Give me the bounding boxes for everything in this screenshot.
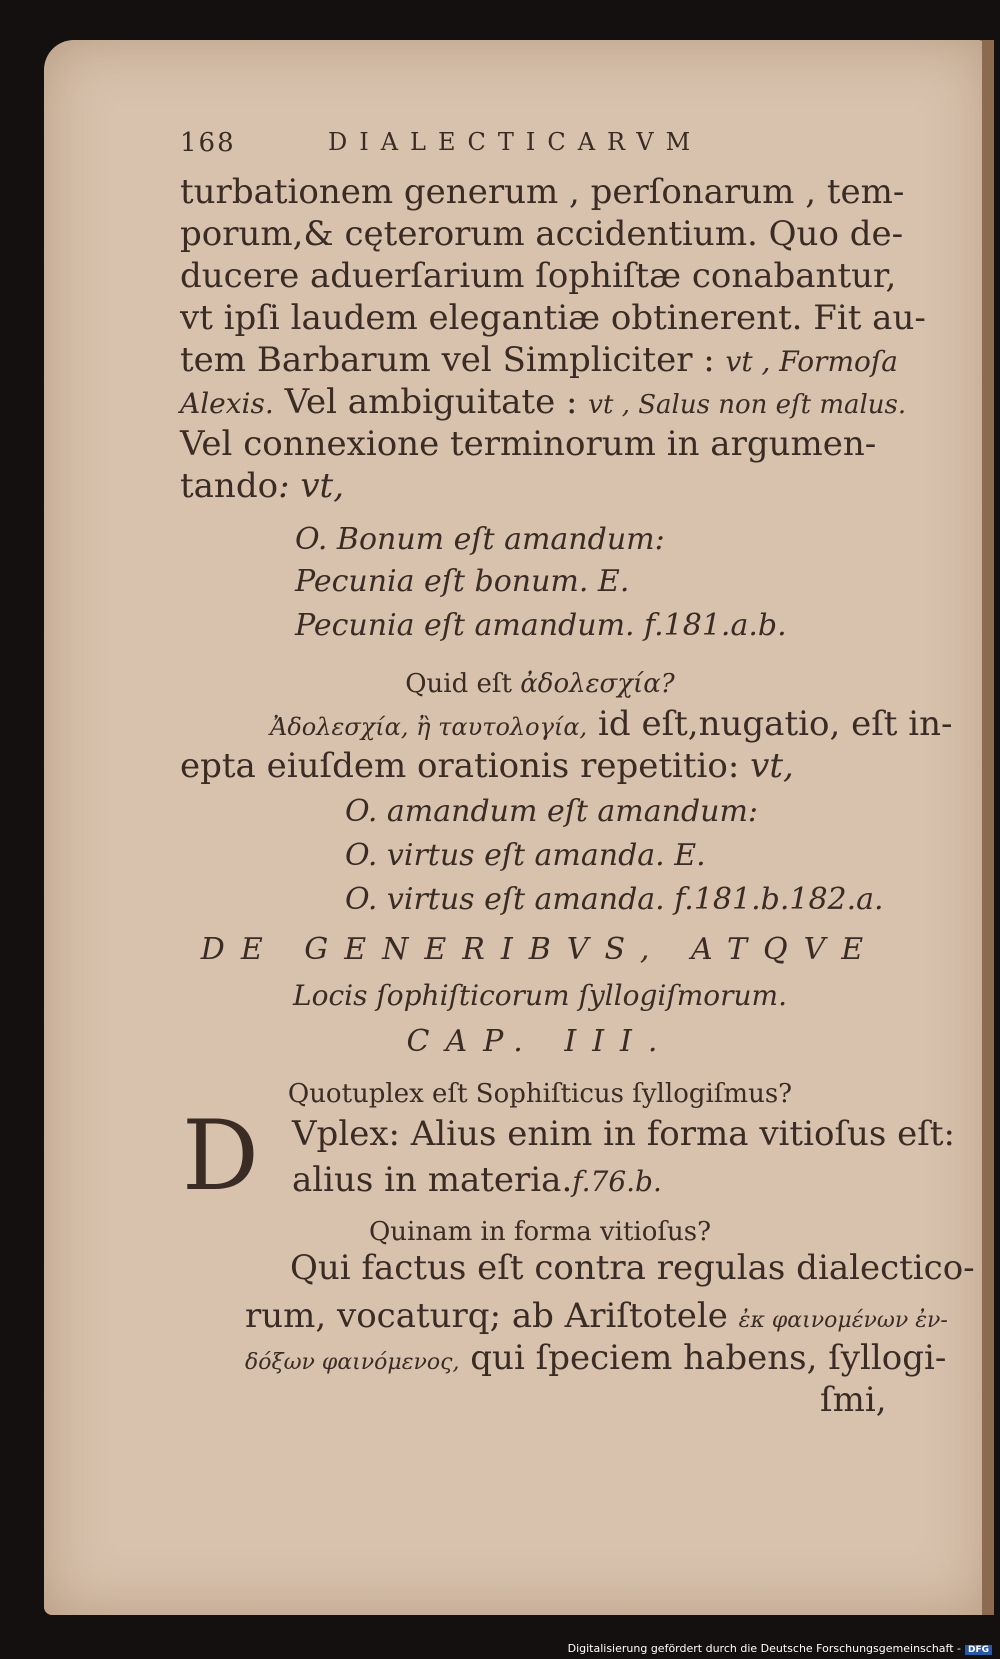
text-span: rum, vocaturq; ab Ariſtotele [245, 1296, 739, 1336]
text-line [180, 382, 907, 425]
syllogism-line: O. virtus eſt amanda. f.181.b.182.a. [345, 882, 884, 917]
text-span: Quid eſt [405, 669, 521, 699]
drop-capital: D [182, 1100, 259, 1212]
italic-span: f.76.b. [572, 1165, 662, 1198]
text-line: Vel connexione terminorum in argumen- [180, 424, 877, 464]
italic-span: vt , Salus non eſt malus. [588, 390, 907, 420]
digitization-credit [568, 1642, 992, 1655]
text-span: qui ſpeciem habens, ſyllogi- [459, 1338, 947, 1378]
text-span: Vel ambiguitate : [273, 382, 589, 422]
greek-span: δόξων φαινόμενος, [245, 1350, 460, 1375]
text-line: ducere aduerſarium ſophiſtæ conabantur, [180, 256, 897, 296]
text-span: epta eiuſdem orationis repetitio: [180, 746, 751, 786]
greek-span: Ἀδολεσχία, ἢ ταυτολογία, [270, 713, 588, 741]
text-line [245, 1296, 948, 1341]
text-line [180, 340, 900, 382]
italic-span: vt , Formoſa [725, 345, 898, 378]
text-line [245, 1338, 947, 1383]
italic-span: : vt, [278, 466, 345, 506]
syllogism-line: O. Bonum eſt amandum: [295, 522, 665, 557]
text-line: turbationem generum , perſonarum , tem- [180, 172, 905, 212]
text-line [270, 704, 990, 747]
credit-text: Digitalisierung gefördert durch die Deutsche Forschungsgemeinschaft - [567, 1642, 961, 1655]
text-span: tem Barbarum vel Simpliciter : [180, 340, 726, 380]
text-span: alius in materia. [292, 1160, 573, 1200]
text-line: vt ipſi laudem elegantiæ obtinerent. Fit au- [180, 298, 926, 338]
question-heading: Quinam in forma vitioſus? [368, 1217, 712, 1247]
chapter-heading: DE GENERIBVS, ATQVE [200, 932, 880, 967]
syllogism-line: Pecunia eſt amandum. f.181.a.b. [295, 608, 787, 643]
chapter-subheading: Locis ſophiſticorum ſyllogiſmorum. [293, 979, 787, 1012]
italic-span: vt, [750, 746, 794, 786]
dfg-logo: DFG [965, 1645, 992, 1655]
text-line [180, 466, 900, 506]
page-number: 168 [180, 128, 236, 158]
greek-span: ἐκ φαινομένων ἐν- [738, 1308, 948, 1333]
text-line: porum,& cęterorum accidentium. Quo de- [180, 214, 904, 254]
italic-span: Alexis. [180, 387, 274, 420]
syllogism-line: Pecunia eſt bonum. E. [295, 564, 630, 599]
syllogism-line: O. amandum eſt amandum: [345, 794, 759, 829]
question-heading [180, 664, 900, 704]
text-line [180, 746, 900, 786]
text-line: Vplex: Alius enim in forma vitioſus eſt: [292, 1114, 955, 1154]
question-heading: Quotuplex eſt Sophiſticus ſyllogiſmus? [287, 1079, 793, 1109]
text-line: Qui factus eſt contra regulas dialecticо- [290, 1248, 975, 1288]
text-line [292, 1160, 1000, 1202]
catchword: ſmi, [820, 1380, 887, 1420]
chapter-number: CAP. III. [406, 1024, 674, 1059]
running-title: DIALECTICARVM [328, 128, 703, 156]
text-span: id eſt,nugatio, eſt in- [587, 704, 953, 744]
text-span: tando [180, 466, 279, 506]
syllogism-line: O. virtus eſt amanda. E. [345, 838, 706, 873]
greek-span: ἀδολεσχία? [520, 669, 675, 699]
